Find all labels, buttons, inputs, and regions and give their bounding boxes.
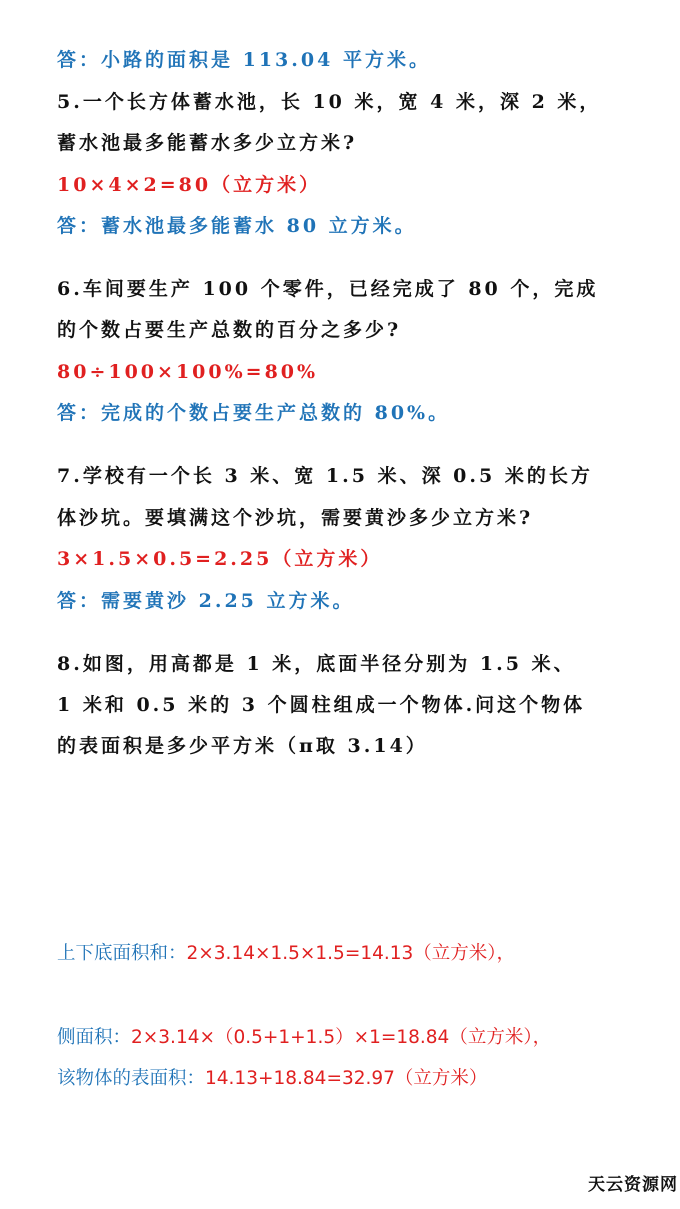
q8-solution-formula3: 14.13+18.84=32.97（立方米） xyxy=(205,1068,488,1089)
q6-text-line1: 6.车间要生产 100 个零件，已经完成了 80 个，完成 xyxy=(57,278,599,300)
q7-text-line2: 体沙坑。要填满这个沙坑，需要黄沙多少立方米? xyxy=(57,507,534,529)
q5-formula: 10×4×2=80（立方米） xyxy=(57,174,322,196)
q8-solution-label1: 上下底面积和： xyxy=(57,943,187,964)
q5-text-line2: 蓄水池最多能蓄水多少立方米? xyxy=(57,132,358,154)
q8-solution-label2: 侧面积： xyxy=(57,1027,132,1048)
q7-formula: 3×1.5×0.5=2.25（立方米） xyxy=(57,548,383,570)
q8-text-line1: 8.如图，用高都是 1 米，底面半径分别为 1.5 米、 xyxy=(57,653,576,675)
q7-answer: 答：需要黄沙 2.25 立方米。 xyxy=(57,590,355,612)
q8-text-line3: 的表面积是多少平方米（π取 3.14） xyxy=(57,735,428,757)
q6-text-line2: 的个数占要生产总数的百分之多少? xyxy=(57,319,402,341)
q6-formula: 80÷100×100%=80% xyxy=(57,361,319,383)
prev-answer: 答：小路的面积是 113.04 平方米。 xyxy=(57,49,431,71)
q8-solution-line2 xyxy=(57,1026,551,1050)
q8-solution-line3 xyxy=(57,1067,487,1091)
q8-solution-line1 xyxy=(57,942,515,966)
q8-solution-formula2: 2×3.14×（0.5+1+1.5）×1=18.84（立方米）， xyxy=(131,1027,552,1048)
q7-text-line1: 7.学校有一个长 3 米、宽 1.5 米、深 0.5 米的长方 xyxy=(57,465,593,487)
q8-text-line2: 1 米和 0.5 米的 3 个圆柱组成一个物体.问这个物体 xyxy=(57,694,586,716)
q5-answer: 答：蓄水池最多能蓄水 80 立方米。 xyxy=(57,215,417,237)
q8-solution-formula1: 2×3.14×1.5×1.5=14.13（立方米）， xyxy=(186,943,516,964)
watermark: 天云资源网 xyxy=(588,1175,678,1195)
q6-answer: 答：完成的个数占要生产总数的 80%。 xyxy=(57,402,451,424)
q5-text-line1: 5.一个长方体蓄水池，长 10 米，宽 4 米，深 2 米， xyxy=(57,91,602,113)
q8-solution-label3: 该物体的表面积： xyxy=(57,1068,206,1089)
